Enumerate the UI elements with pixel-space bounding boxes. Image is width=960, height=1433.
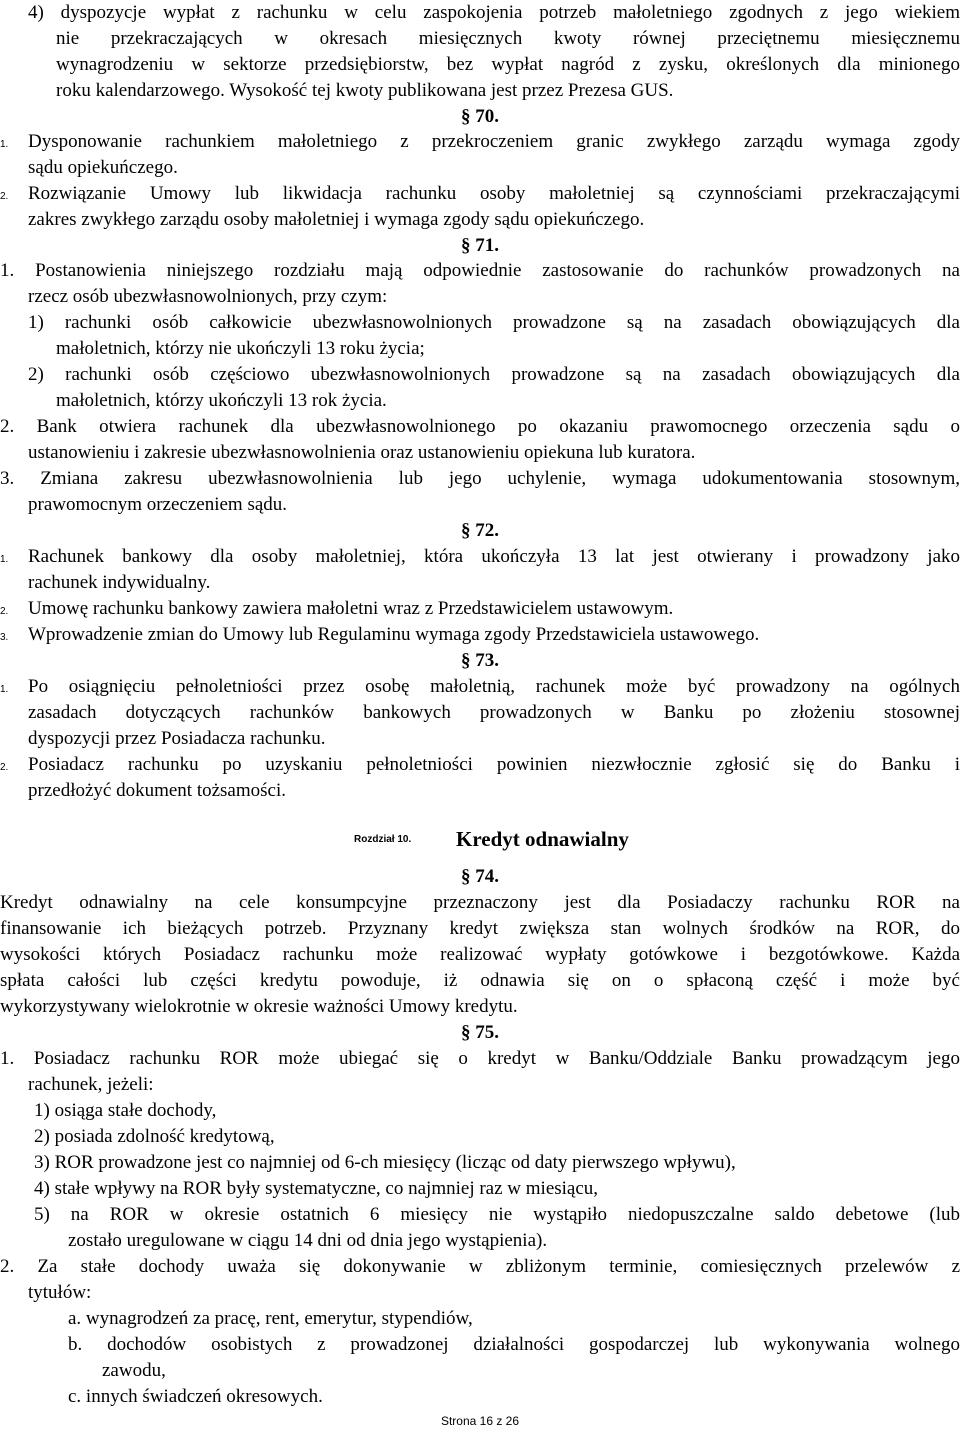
text-line: małoletnich, którzy nie ukończyli 13 roku życia; [56,338,425,359]
text-line: 2. Za stałe dochody uważa się dokonywanie w zbliżonym terminie, comiesięcznych przelewów z [0,1256,960,1277]
text-line: zawodu, [102,1360,166,1381]
item-number: 1. [0,684,9,695]
item-number: 2. [0,762,9,773]
text-line: dyspozycji przez Posiadacza rachunku. [28,728,326,749]
section-heading: § 75. [461,1022,499,1043]
text-line: Umowę rachunku bankowy zawiera małoletni wraz z Przedstawicielem ustawowym. [28,598,674,619]
text-line: sądu opiekuńczego. [28,157,178,178]
text-line: Rozwiązanie Umowy lub likwidacja rachunku osoby małoletniej są czynnościami przekraczającymi [28,183,960,204]
list-item: 4) stałe wpływy na ROR były systematyczne, co najmniej raz w miesiącu, [34,1178,599,1199]
text-line: Rachunek bankowy dla osoby małoletniej, która ukończyła 13 lat jest otwierany i prowadzony jako [28,546,960,567]
text-line: 4) dyspozycje wypłat z rachunku w celu zaspokojenia potrzeb małoletniego zgodnych z jego wiekiem [28,2,960,23]
text-line: wysokości których Posiadacz rachunku może realizować wypłaty gotówkowe i bezgotówkowe. Każda [0,944,960,965]
list-item: 2) posiada zdolność kredytową, [34,1126,275,1147]
text-line: roku kalendarzowego. Wysokość tej kwoty publikowana jest przez Prezesa GUS. [56,80,674,101]
section-heading: § 74. [461,866,499,887]
chapter-title: Kredyt odnawialny [456,827,629,851]
text-line: przedłożyć dokument tożsamości. [28,780,287,801]
text-line: spłata całości lub części kredytu powoduje, iż odnawia się on o spłaconą część i może być [0,970,960,991]
item-number: 1. [0,554,9,565]
list-item: b. dochodów osobistych z prowadzonej działalności gospodarczej lub wykonywania wolnego [68,1334,960,1355]
page-footer: Strona 16 z 26 [440,1414,520,1428]
section-heading: § 70. [461,106,499,127]
text-line: prawomocnym orzeczeniem sądu. [28,494,288,515]
text-line: zostało uregulowane w ciągu 14 dni od dnia jego wystąpienia). [68,1230,548,1251]
text-line: rachunek indywidualny. [28,572,211,593]
text-line: Wprowadzenie zmian do Umowy lub Regulaminu wymaga zgody Przedstawiciela ustawowego. [28,624,760,645]
list-item: c. innych świadczeń okresowych. [68,1386,323,1407]
text-line: Posiadacz rachunku po uzyskaniu pełnoletniości powinien niezwłocznie zgłosić się do Banku i [28,754,960,775]
list-item: 3) ROR prowadzone jest co najmniej od 6-ch miesięcy (licząc od daty pierwszego wpływu), [34,1152,736,1173]
chapter-label: Rozdział 10. [354,834,412,845]
text-line: wykorzystywany wielokrotnie w okresie ważności Umowy kredytu. [0,996,518,1017]
text-line: wynagrodzeniu w sektorze przedsiębiorstw, bez wypłat nagród z zysku, określonych dla minionego [56,54,960,75]
text-line: małoletnich, którzy ukończyli 13 rok życia. [56,390,387,411]
text-line: 1. Posiadacz rachunku ROR może ubiegać się o kredyt w Banku/Oddziale Banku prowadzącym jego [0,1048,960,1069]
text-line: 2. Bank otwiera rachunek dla ubezwłasnowolnionego po okazaniu prawomocnego orzeczenia sądu o [0,416,960,437]
item-number: 2. [0,606,9,617]
text-line: 2) rachunki osób częściowo ubezwłasnowolnionych prowadzone są na zasadach obowiązujących dla [28,364,960,385]
text-line: rachunek, jeżeli: [28,1074,154,1095]
text-line: finansowanie ich bieżących potrzeb. Przyznany kredyt zwiększa stan wolnych środków na ROR, do [0,918,960,939]
text-line: 3. Zmiana zakresu ubezwłasnowolnienia lub jego uchylenie, wymaga udokumentowania stosownym, [0,468,960,489]
text-line: zasadach dotyczących rachunków bankowych prowadzonych w Banku po złożeniu stosownej [28,702,960,723]
text-line: Kredyt odnawialny na cele konsumpcyjne przeznaczony jest dla Posiadaczy rachunku ROR na [0,892,960,913]
list-item: 1) osiąga stałe dochody, [34,1100,217,1121]
section-heading: § 71. [461,235,499,256]
item-number: 3. [0,632,9,643]
section-heading: § 73. [461,650,499,671]
text-line: Dysponowanie rachunkiem małoletniego z przekroczeniem granic zwykłego zarządu wymaga zgody [28,131,960,152]
item-number: 2. [0,191,9,202]
item-number: 1. [0,139,9,150]
text-line: rzecz osób ubezwłasnowolnionych, przy czym: [28,286,388,307]
text-line: ustanowieniu i zakresie ubezwłasnowolnienia oraz ustanowieniu opiekuna lub kuratora. [28,442,696,463]
list-item: a. wynagrodzeń za pracę, rent, emerytur, stypendiów, [68,1308,473,1329]
text-line: tytułów: [28,1282,92,1303]
text-line: 1. Postanowienia niniejszego rozdziału mają odpowiednie zastosowanie do rachunków prowadzonych na [0,260,960,281]
list-item: 5) na ROR w okresie ostatnich 6 miesięcy nie wystąpiło niedopuszczalne saldo debetowe (lub [34,1204,960,1225]
text-line: zakres zwykłego zarządu osoby małoletniej i wymaga zgody sądu opiekuńczego. [28,209,645,230]
text-line: Po osiągnięciu pełnoletniości przez osobę małoletnią, rachunek może być prowadzony na ogólnych [28,676,960,697]
text-line: 1) rachunki osób całkowicie ubezwłasnowolnionych prowadzone są na zasadach obowiązujących dla [28,312,960,333]
section-heading: § 72. [461,520,499,541]
text-line: nie przekraczających w okresach miesięcznych kwoty równej przeciętnemu miesięcznemu [56,28,960,49]
